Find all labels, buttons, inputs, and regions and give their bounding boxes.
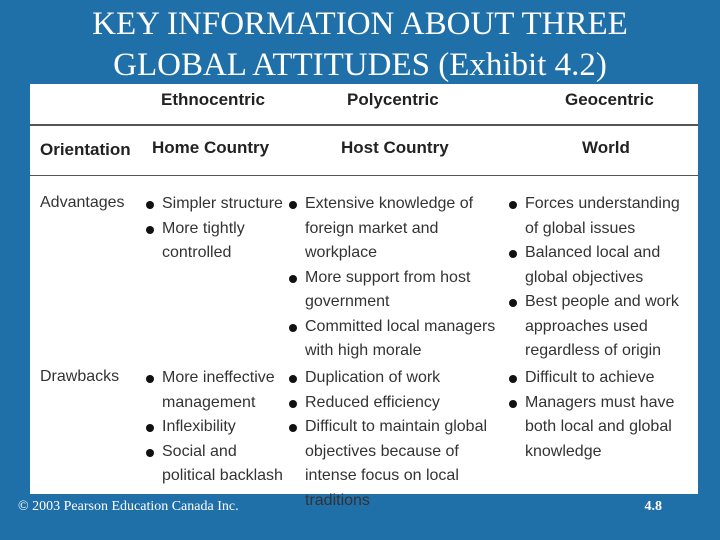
- list-item: Best people and work approaches used regardless of origin: [509, 290, 689, 364]
- list-item: More tightly controlled: [146, 217, 286, 266]
- bullet-icon: [146, 375, 154, 383]
- bullet-icon: [146, 449, 154, 457]
- slide-title: [0, 4, 720, 86]
- drawbacks-label: Drawbacks: [40, 368, 120, 385]
- list-item: Duplication of work: [289, 366, 499, 391]
- list-item: Committed local managers with high morale: [289, 315, 499, 364]
- list-item: Social and political backlash: [146, 440, 286, 489]
- advantages-label: Advantages: [40, 194, 125, 211]
- drawbacks-polycentric-list: [289, 366, 499, 513]
- list-item: Extensive knowledge of foreign market and workplace: [289, 192, 499, 266]
- list-item: More support from host government: [289, 266, 499, 315]
- bullet-icon: [509, 375, 517, 383]
- header-geocentric: Geocentric: [565, 90, 654, 109]
- orientation-ethnocentric: Home Country: [152, 138, 270, 157]
- advantages-polycentric-list: [289, 192, 499, 364]
- list-item: Inflexibility: [146, 415, 286, 440]
- orientation-rule: [30, 175, 698, 176]
- bullet-icon: [509, 201, 517, 209]
- bullet-icon: [289, 375, 297, 383]
- orientation-label: Orientation: [40, 140, 131, 159]
- advantages-geocentric-list: [509, 192, 689, 364]
- list-item: Difficult to achieve: [509, 366, 689, 391]
- advantages-ethnocentric-list: [146, 192, 286, 266]
- header-rule: [30, 124, 698, 126]
- bullet-icon: [289, 201, 297, 209]
- bullet-icon: [146, 226, 154, 234]
- drawbacks-geocentric-list: [509, 366, 689, 464]
- list-item: Forces understanding of global issues: [509, 192, 689, 241]
- bullet-icon: [146, 424, 154, 432]
- list-item: Balanced local and global objectives: [509, 241, 689, 290]
- bullet-icon: [289, 275, 297, 283]
- list-item: More ineffective management: [146, 366, 286, 415]
- bullet-icon: [289, 400, 297, 408]
- copyright-footer: © 2003 Pearson Education Canada Inc.: [18, 499, 239, 514]
- drawbacks-ethnocentric-list: [146, 366, 286, 489]
- bullet-icon: [289, 324, 297, 332]
- list-item: Simpler structure: [146, 192, 286, 217]
- list-item: Reduced efficiency: [289, 391, 499, 416]
- bullet-icon: [289, 424, 297, 432]
- header-ethnocentric: Ethnocentric: [161, 90, 265, 109]
- title-line-2: GLOBAL ATTITUDES (Exhibit 4.2): [113, 47, 607, 83]
- orientation-polycentric: Host Country: [341, 138, 449, 157]
- bullet-icon: [509, 400, 517, 408]
- slide-number: 4.8: [644, 499, 662, 514]
- title-line-1: KEY INFORMATION ABOUT THREE: [92, 6, 628, 42]
- orientation-geocentric: World: [582, 138, 630, 157]
- list-item: Managers must have both local and global knowledge: [509, 391, 689, 465]
- header-polycentric: Polycentric: [347, 90, 439, 109]
- bullet-icon: [146, 201, 154, 209]
- bullet-icon: [509, 299, 517, 307]
- list-item: Difficult to maintain global objectives because of intense focus on local traditions: [289, 415, 499, 513]
- bullet-icon: [509, 250, 517, 258]
